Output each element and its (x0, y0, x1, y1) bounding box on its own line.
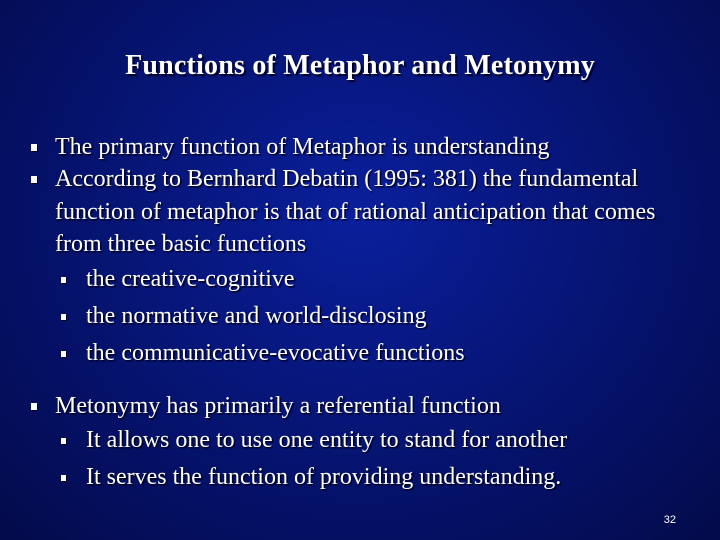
slide-content (28, 131, 698, 496)
sub-bullet-text: It serves the function of providing understanding. (86, 463, 562, 490)
sub-bullet-text: the normative and world-disclosing (86, 302, 427, 329)
square-bullet-icon (61, 277, 66, 283)
square-bullet-icon (31, 144, 37, 151)
sub-bullet-item (28, 335, 698, 372)
square-bullet-icon (61, 475, 66, 481)
square-bullet-icon (31, 403, 37, 410)
square-bullet-icon (31, 176, 37, 183)
sub-bullet-text: the communicative-evocative functions (86, 339, 465, 366)
sub-bullet-text: the creative-cognitive (86, 265, 295, 292)
slide-title: Functions of Metaphor and Metonymy (125, 50, 595, 81)
sub-bullet-item (28, 261, 698, 298)
bullet-text: According to Bernhard Debatin (1995: 381) the fundamental function of metaphor is that of rational anticipation that comes from three basic functions (55, 166, 656, 257)
page-number: 32 (663, 514, 676, 526)
square-bullet-icon (61, 314, 66, 320)
bullet-text: Metonymy has primarily a referential function (55, 392, 501, 419)
bullet-item (28, 131, 698, 163)
bullet-text: The primary function of Metaphor is understanding (55, 134, 550, 160)
bullet-item (28, 163, 698, 261)
sub-bullet-item (28, 459, 698, 496)
sub-bullet-text: It allows one to use one entity to stand for another (86, 426, 568, 453)
bullet-item (28, 390, 698, 422)
square-bullet-icon (61, 351, 66, 357)
square-bullet-icon (61, 438, 66, 444)
sub-bullet-item (28, 422, 698, 459)
sub-bullet-item (28, 298, 698, 335)
